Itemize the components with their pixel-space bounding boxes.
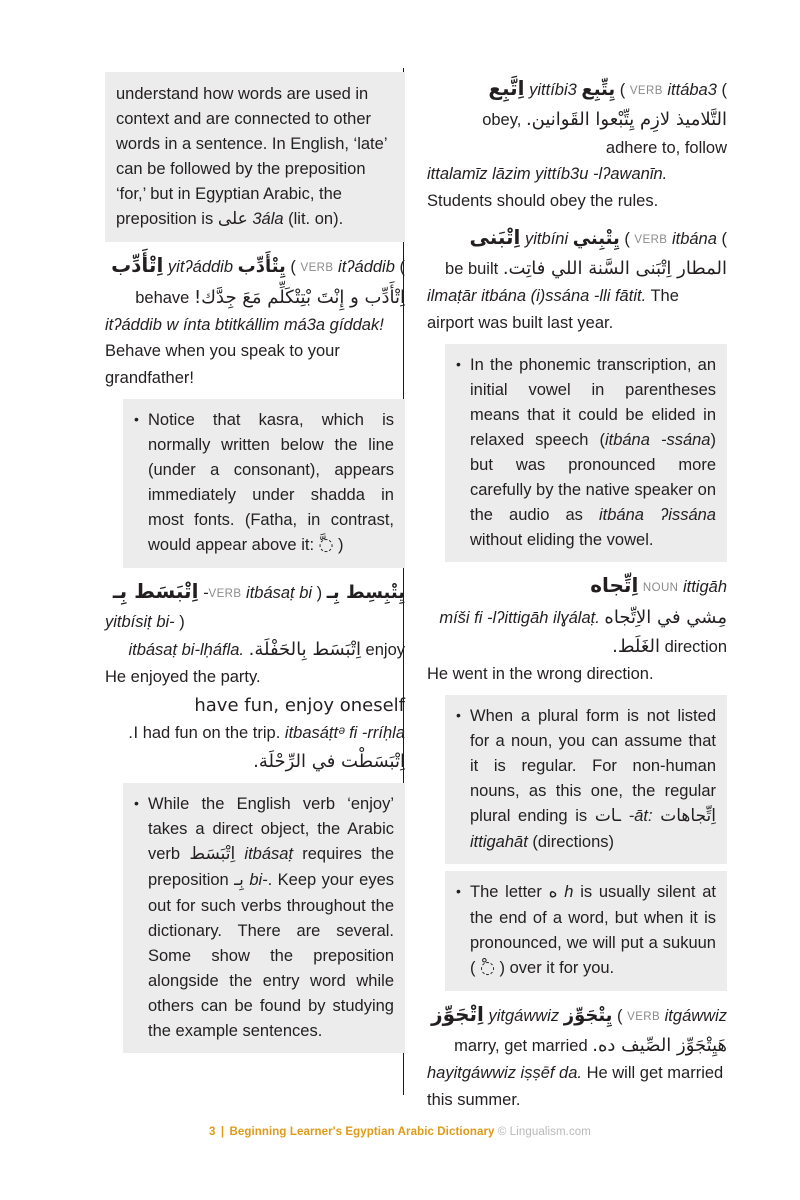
note-transcription-italic1: itbána -ssána (604, 430, 711, 449)
entry-ittigah-pos: NOUN (642, 582, 679, 595)
entry-itaddib-example-translation: Behave when you speak to your grandfather! (105, 342, 340, 388)
note-transcription-part1: In the phonemic transcription, an initial vowel in parentheses means that it could be elided in relaxed speech ( (470, 355, 716, 449)
entry-ittaba3-open-paren: ( (619, 81, 626, 99)
entry-itbasat-open-paren: ( (316, 584, 323, 603)
note-enjoy-bullet-row (134, 792, 394, 1044)
note-kasra-mark: ◌َّ (318, 535, 334, 556)
note-plural (445, 695, 727, 864)
note-plural-bullet-row (456, 704, 716, 855)
note-transcription-italic2: itbána ʔissána (599, 506, 716, 525)
entry-itgawwiz-example-translit-line (427, 1060, 727, 1113)
left-column (105, 72, 405, 1092)
bullet-icon: • (456, 706, 461, 723)
note-plural-arabic1: ـات (594, 806, 622, 827)
entry-itbasat-example1-line (105, 635, 405, 664)
note-kasra-text: Notice that kasra, which is normally written below the line (under a consonant), appears immediately under shadda in most fonts. (Fatha, in contrast, would appear above it: (148, 410, 394, 555)
entry-ittaba3-headword-arabic: اِتَّبِع (488, 76, 525, 100)
entry-itaddib-example-translit: itʔáddib w ínta btitkállim má3a gíddak! (105, 315, 384, 334)
note-heh-part1: The letter (470, 882, 549, 901)
entry-itbana[interactable] (427, 221, 727, 337)
bullet-icon: • (456, 355, 461, 372)
entry-ittaba3-close-paren: ) (721, 81, 727, 99)
entry-itbana-open-paren: ( (624, 229, 630, 248)
note-heh-arabic1: ه (548, 881, 558, 902)
note-heh-italic1: h (564, 882, 574, 901)
entry-ittaba3-example-arabic: التَّلاميذ لازِم يِتِّبْعوا القَوانين. (525, 109, 727, 131)
note-transcription-bullet-row (456, 353, 716, 554)
entry-itbasat-example2-arabic: اِتْبَسَطْت في الرِّحْلَة. (253, 751, 405, 772)
page-footer (0, 1126, 800, 1138)
note-transcription-part2: ) but was pronounced more carefully by the native speaker on the audio as (470, 430, 716, 525)
note-transcription (445, 344, 727, 563)
entry-itbana-headline (427, 221, 727, 253)
note-enjoy-part1: While the English verb ‘enjoy’ takes a direct object, the Arabic verb (148, 795, 394, 864)
entry-ittaba3-headline (427, 72, 727, 104)
entry-ittaba3-example-translation: Students should obey the rules. (427, 191, 659, 210)
entry-itbasat-imperfect-translit-line (105, 609, 405, 636)
entry-itgawwiz-open-paren: ( (617, 1006, 623, 1025)
note-plural-text-wrap (470, 704, 716, 855)
entry-itbasat-gloss2-line (105, 691, 405, 720)
entry-itgawwiz-gloss-line (427, 1031, 727, 1060)
note-enjoy-text-wrap (148, 792, 394, 1044)
entry-itbana-imperfect-translit: yitbíni (525, 229, 569, 248)
note-plural-part1: When a plural form is not listed for a noun, you can assume that it is regular. For non-human nouns, as this one, the regular plural ending is (470, 706, 716, 826)
entry-itaddib-example-arabic: اِتْأَدِّب و إِنْتَ بْتِتْكَلِّم مَعَ جِدَّك! (193, 286, 405, 308)
note-heh (445, 871, 727, 991)
entry-itaddib-headword-arabic: اِتْأَدِّب (111, 253, 164, 278)
entry-itbasat-example2-arabic-head: have fun, enjoy oneself (194, 695, 405, 717)
note-transcription-part3: without eliding the vowel. (470, 531, 654, 550)
note-enjoy-translit2: bi- (249, 871, 268, 890)
note-intro-tail: (lit. on). (283, 210, 344, 229)
entry-itaddib-headline (105, 249, 405, 281)
entry-ittigah-gloss-line (427, 603, 727, 661)
entry-itbasat-headword-arabic: اِتْبَسَط بِـ (112, 579, 199, 604)
entry-itaddib-close-paren: ) (399, 258, 405, 277)
entry-ittigah-headword-translit: ittigāh (682, 578, 727, 597)
note-kasra-bullet-row (134, 408, 394, 559)
entry-itbana-close-paren: ) (721, 229, 727, 248)
entry-itaddib-example-translation-line (105, 338, 405, 391)
entry-ittaba3-headword-translit: ittába3 (667, 81, 717, 99)
entry-itbasat-headword-translit: itbásaṭ bi- (203, 584, 313, 603)
note-enjoy-arabic2: بِـ (234, 870, 244, 891)
note-transcription-text-wrap (470, 353, 716, 554)
entry-ittaba3-imperfect-arabic: يِتِّبِع (581, 79, 616, 100)
entry-itaddib-gloss: behave (135, 288, 190, 307)
note-heh-text-wrap (470, 880, 716, 982)
note-plural-arabic2: اِتِّجاهات (660, 806, 717, 827)
entry-itbana-pos: VERB (634, 233, 668, 246)
entry-itbasat-pos: VERB (208, 588, 242, 601)
note-plural-part2: (directions) (527, 832, 614, 851)
entry-ittaba3-pos: VERB (629, 85, 663, 97)
entry-itgawwiz-gloss: marry, get married (454, 1037, 588, 1056)
entry-ittigah-example-translation: He went in the wrong direction. (427, 665, 654, 684)
entry-itbana-gloss-line (427, 254, 727, 283)
bullet-icon: • (456, 882, 461, 899)
entry-itbasat-imperfect-arabic: يِتْبِسِط بِـ (326, 582, 405, 604)
entry-ittigah[interactable] (427, 569, 727, 687)
entry-itbasat-close-paren: ) (179, 612, 185, 631)
entry-itbana-example-translit: ilmaṭār itbána (i)ssána -lli fātit. (427, 287, 647, 306)
bullet-icon: • (134, 795, 139, 812)
note-plural-translit1: -āt: (628, 807, 653, 826)
entry-ittigah-headword-arabic: اِتِّجاه (590, 573, 639, 598)
entry-itbasat-imperfect-translit: yitbísiṭ bi- (105, 612, 175, 631)
entry-itgawwiz-example-translit: hayitgáwwiz iṣṣēf da. (427, 1064, 582, 1083)
note-intro-arabic: على (217, 209, 248, 230)
entry-itbana-example-translation: The airport was built last year. (427, 287, 679, 332)
entry-itgawwiz[interactable] (427, 998, 727, 1114)
entry-itbasat-gloss1: enjoy (365, 641, 405, 660)
entry-ittaba3-gloss-line (427, 105, 727, 161)
entry-itgawwiz-headword-arabic: اِتْجَوِّز (431, 1001, 484, 1026)
bullet-icon: • (134, 410, 139, 427)
entry-ittaba3-example-translit-line (427, 161, 727, 214)
note-plural-translit2: ittigahāt (470, 832, 528, 851)
entry-itbasat-headline (105, 575, 405, 607)
entry-itaddib-open-paren: ( (290, 258, 296, 277)
entry-itbana-headword-translit: itbána (671, 229, 717, 248)
entry-itbana-example-translit-line (427, 283, 727, 336)
note-enjoy-arabic1: اِتْبَسَط (189, 844, 236, 865)
entry-itgawwiz-pos: VERB (627, 1010, 661, 1023)
entry-ittigah-example-arabic: مِشي في الاِتِّجاه الغَلَط. (604, 606, 727, 657)
note-enjoy-part2: requires the preposition (148, 845, 395, 890)
entry-itbana-headword-arabic: اِتْبَنى (469, 224, 521, 249)
entry-itbana-example-arabic: المطار اِتْبَنى السَّنة اللي فاتِت. (502, 258, 727, 280)
entry-itbana-gloss: be built (445, 260, 499, 279)
entry-ittaba3-imperfect-translit: yittíbi3 (529, 81, 577, 99)
entry-itgawwiz-imperfect-arabic: يِتْجَوِّز (563, 1004, 613, 1026)
note-enjoy-translit1: itbásaṭ (244, 845, 294, 864)
right-column (427, 72, 727, 1110)
entry-itaddib-example-translit-line (105, 312, 405, 339)
entry-ittigah-example-translation-line (427, 661, 727, 688)
footer-page-number: 3 (209, 1126, 216, 1138)
entry-itbasat-example2-translation: I had fun on the trip. (133, 724, 281, 743)
note-intro-translit: 3ála (252, 210, 284, 229)
entry-itaddib-imperfect-translit: yitʔáddib (167, 258, 234, 277)
entry-itgawwiz-headline (427, 998, 727, 1030)
note-intro-paragraph (116, 82, 394, 233)
note-kasra-tail: ) (333, 536, 344, 555)
entry-itgawwiz-example-translation: He will get married this summer. (427, 1064, 724, 1110)
footer-title: Beginning Learner's Egyptian Arabic Dictionary (229, 1126, 495, 1138)
note-intro-text: understand how words are used in context and are connected to other words in a sentence. In English, ‘late’ can be followed by the preposition ‘for,’ but in Egyptian Arabic, the preposition is (116, 85, 387, 229)
entry-itbasat-example2-translit: itbasáṭtᵊ fi -rríḥla. (128, 724, 405, 743)
entry-itaddib-headword-translit: itʔáddib (338, 258, 395, 277)
entry-itbasat[interactable] (105, 575, 405, 776)
page-columns (0, 72, 800, 1110)
entry-ittaba3-example-translit: ittalamīz lāzim yittíb3u -lʔawanīn. (427, 165, 668, 184)
note-kasra (123, 399, 405, 568)
entry-ittaba3[interactable] (427, 72, 727, 215)
note-heh-part2: is usually silent at the end of a word, but when it is pronounced, we will put a sukuun ( (470, 882, 716, 977)
entry-itaddib[interactable] (105, 249, 405, 392)
entry-itbasat-example1-arabic: اِتْبَسَط بِالحَفْلَة. (248, 639, 361, 661)
entry-ittigah-example-translit-head: míši fi -lʔittigāh ilɣálaṭ. (439, 608, 600, 627)
note-heh-mark: ◌ْ (480, 957, 495, 978)
note-enjoy (123, 783, 405, 1053)
footer-separator: | (220, 1126, 225, 1138)
note-kasra-text-wrap (148, 408, 394, 559)
entry-ittigah-headline (427, 569, 727, 601)
footer-copyright: © Lingualism.com (497, 1126, 591, 1138)
note-enjoy-part3: . Keep your eyes out for such verbs throughout the dictionary. There are several. Some show the preposition alongside the entry word while others can be found by studying the example sentences. (148, 871, 395, 1041)
entry-itbasat-example2-line (105, 720, 405, 776)
entry-itaddib-imperfect-arabic: يِتْأَدِّب (237, 256, 286, 278)
entry-itgawwiz-headword-translit: itgáwwiz (664, 1006, 727, 1025)
entry-itaddib-example-arabic-line (105, 283, 405, 312)
entry-itbana-imperfect-arabic: يِتْبِني (572, 227, 620, 249)
entry-ittigah-gloss: direction (664, 637, 727, 656)
note-heh-bullet-row (456, 880, 716, 982)
entry-itbasat-example1-translation-line (105, 664, 405, 691)
entry-itbasat-example1-translit: itbásaṭ bi-lḥáfla. (128, 641, 245, 660)
note-intro (105, 72, 405, 242)
note-heh-part3: ) over it for you. (494, 958, 615, 977)
entry-itbasat-example1-translation: He enjoyed the party. (105, 668, 261, 687)
entry-ittaba3-gloss: obey, adhere to, follow (482, 111, 727, 157)
entry-itgawwiz-example-arabic: هَيِتْجَوِّز الصِّيف ده. (592, 1035, 727, 1057)
entry-itgawwiz-imperfect-translit: yitgáwwiz (488, 1006, 560, 1025)
entry-itaddib-pos: VERB (300, 262, 334, 275)
